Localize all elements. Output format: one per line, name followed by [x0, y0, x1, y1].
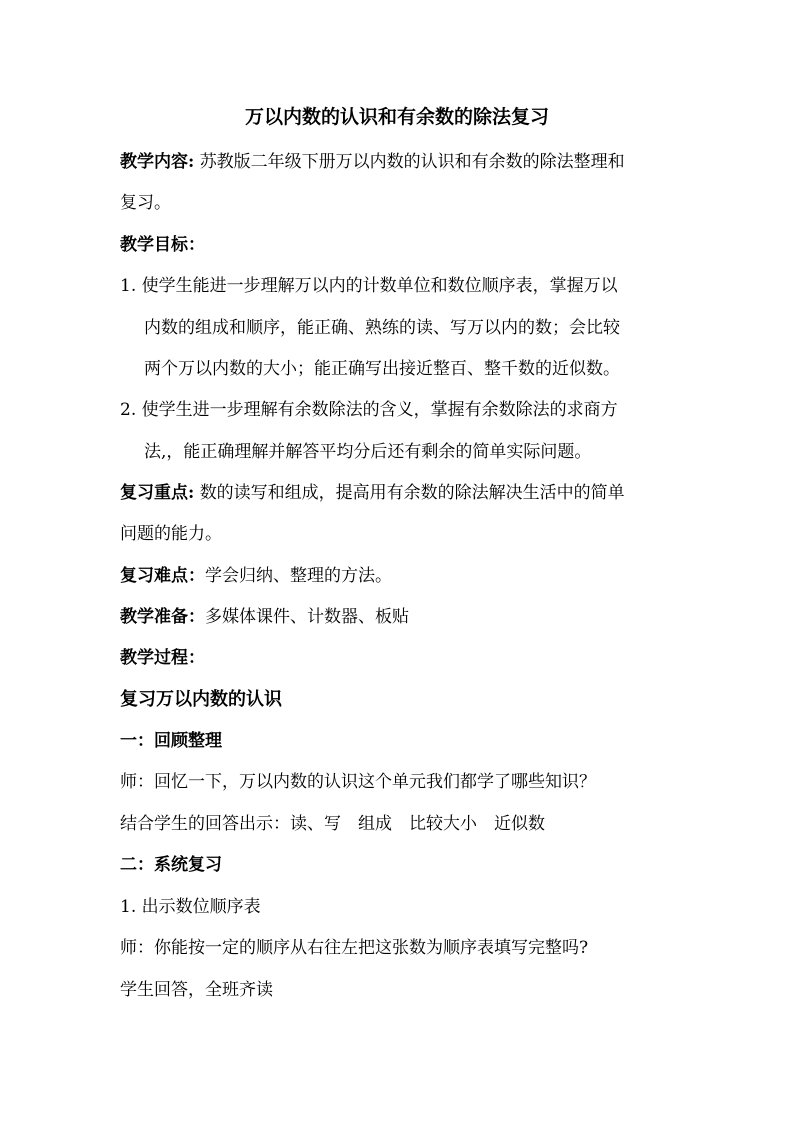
document-title: 万以内数的认识和有余数的除法复习	[244, 106, 549, 128]
part-1-summary-line: 结合学生的回答出示：读、写 组成 比较大小 近似数	[120, 814, 545, 834]
difficulty-label: 复习难点：	[120, 566, 205, 586]
section-title: 复习万以内数的认识	[120, 689, 282, 710]
key-points-text-1: 数的读写和组成，提高用有余数的除法解决生活中的简单	[199, 483, 625, 503]
teaching-goals-label: 教学目标：	[120, 235, 205, 255]
difficulty-text: 学会归纳、整理的方法。	[205, 566, 392, 586]
part-1-teacher-line: 师：回忆一下，万以内数的认识这个单元我们都学了哪些知识？	[120, 772, 596, 792]
goal-1-line-3: 两个万以内数的大小；能正确写出接近整百、整千数的近似数。	[144, 359, 620, 379]
goal-1-line-1	[120, 274, 618, 298]
goal-1-text-1: 使学生能进一步理解万以内的计数单位和数位顺序表，掌握万以	[141, 276, 618, 296]
key-points-line-1: 复习重点: 数的读写和组成，提高用有余数的除法解决生活中的简单	[120, 483, 625, 503]
key-points-line-2: 问题的能力。	[120, 524, 222, 544]
part-2-teacher-line: 师：你能按一定的顺序从右往左把这张数为顺序表填写完整吗?	[120, 938, 589, 958]
teaching-content-label: 教学内容	[120, 152, 188, 172]
teaching-content-line-2: 复习。	[120, 193, 171, 213]
goal-2-number: 2.	[120, 400, 137, 420]
key-points-label: 复习重点	[120, 483, 188, 503]
difficulty-line	[120, 564, 392, 588]
preparation-text: 多媒体课件、计数器、板贴	[205, 607, 409, 627]
part-2-heading: 二：系统复习	[120, 855, 222, 875]
part-2-step-1: 1. 出示数位顺序表	[120, 897, 261, 917]
goal-2-line-1	[120, 398, 618, 422]
teaching-content-line-1: 教学内容: 苏教版二年级下册万以内数的认识和有余数的除法整理和	[120, 152, 625, 172]
goal-2-line-2: 法,，能正确理解并解答平均分后还有剩余的简单实际问题。	[144, 442, 592, 462]
preparation-label: 教学准备：	[120, 607, 205, 627]
part-2-students-line: 学生回答，全班齐读	[120, 980, 273, 1000]
goal-1-number: 1.	[120, 276, 137, 296]
goal-1-line-2: 内数的组成和顺序，能正确、熟练的读、写万以内的数；会比较	[144, 318, 620, 338]
goal-2-text-1: 使学生进一步理解有余数除法的含义，掌握有余数除法的求商方	[141, 400, 618, 420]
teaching-content-text-1: 苏教版二年级下册万以内数的认识和有余数的除法整理和	[199, 152, 625, 172]
part-1-heading: 一：回顾整理	[120, 731, 222, 751]
teaching-process-label: 教学过程：	[120, 648, 205, 668]
preparation-line	[120, 605, 409, 629]
